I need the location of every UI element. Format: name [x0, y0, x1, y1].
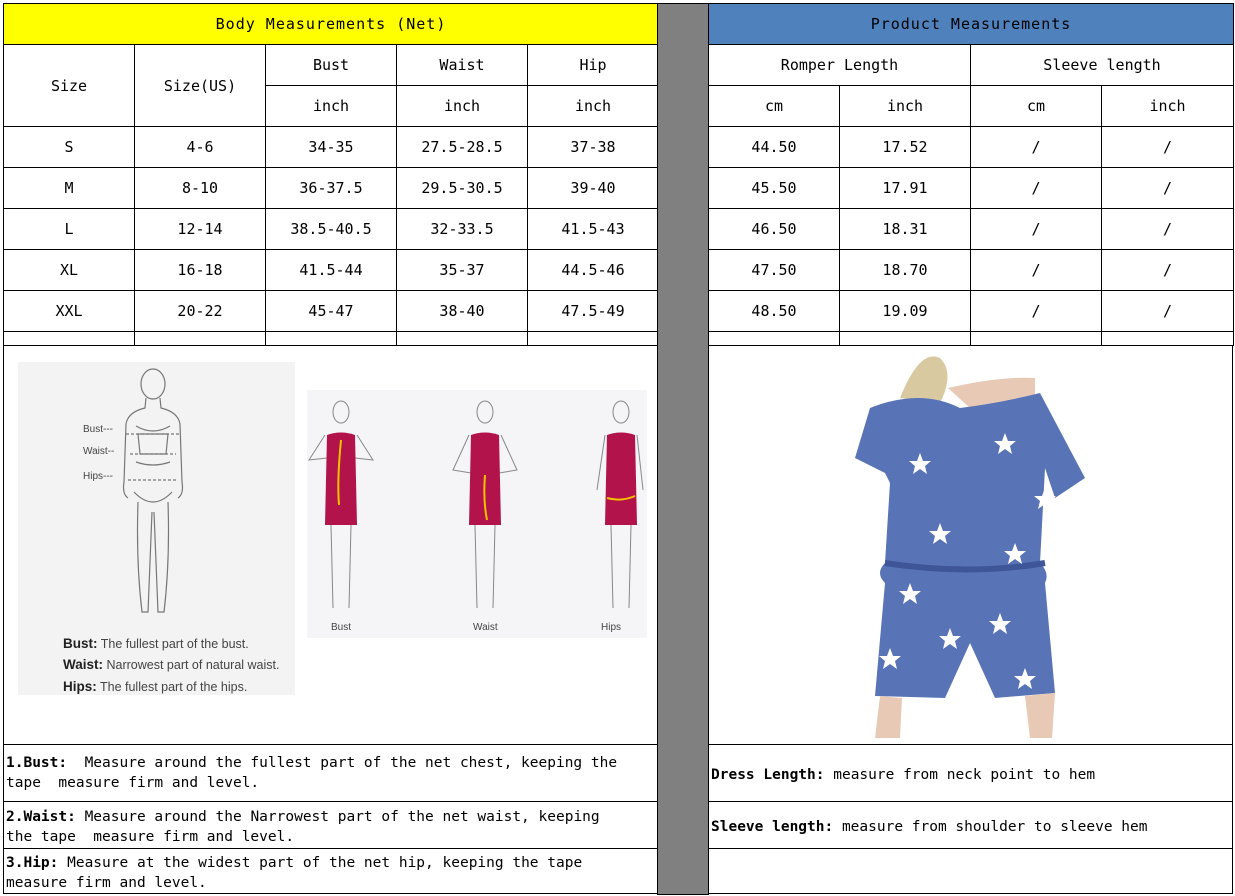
dress-label-hips: Hips	[601, 622, 622, 633]
romper-cm-cell: 48.50	[709, 291, 840, 332]
romper-product-image	[830, 348, 1100, 738]
size-us-cell: 16-18	[135, 250, 266, 291]
figure-label-bust: Bust---	[83, 424, 113, 435]
size-us-cell: 20-22	[135, 291, 266, 332]
waist-cell: 38-40	[397, 291, 528, 332]
col-waist-header: Waist	[397, 45, 528, 86]
romper-photo-icon	[830, 348, 1100, 738]
sleeve-inch-unit: inch	[1102, 86, 1234, 127]
dress-figure-bust	[309, 401, 373, 608]
note-empty	[708, 848, 1233, 894]
table-row	[709, 168, 1234, 209]
size-cell: M	[4, 168, 135, 209]
sleeve-cm-unit: cm	[971, 86, 1102, 127]
table-row	[4, 127, 659, 168]
note-sleeve-length: Sleeve length: measure from shoulder to sleeve hem	[708, 801, 1233, 849]
size-us-cell: 12-14	[135, 209, 266, 250]
bust-unit: inch	[266, 86, 397, 127]
romper-cm-cell: 46.50	[709, 209, 840, 250]
note-waist: 2.Waist: Measure around the Narrowest part of the net waist, keeping the tape measure firm and level.	[3, 801, 658, 849]
column-separator	[657, 3, 709, 895]
romper-cm-cell: 47.50	[709, 250, 840, 291]
waist-cell: 29.5-30.5	[397, 168, 528, 209]
table-row	[709, 250, 1234, 291]
note-dress-length: Dress Length: measure from neck point to hem	[708, 744, 1233, 802]
sleeve-inch-cell: /	[1102, 209, 1234, 250]
waist-unit: inch	[397, 86, 528, 127]
romper-cm-cell: 44.50	[709, 127, 840, 168]
dress-figure-waist	[453, 401, 517, 608]
hip-cell: 41.5-43	[528, 209, 659, 250]
figure-label-hips: Hips---	[83, 471, 113, 482]
col-hip-header: Hip	[528, 45, 659, 86]
size-cell: XXL	[4, 291, 135, 332]
hip-cell: 47.5-49	[528, 291, 659, 332]
table-row	[709, 209, 1234, 250]
body-figure-illustration	[18, 362, 295, 695]
product-measurements-table	[708, 3, 1234, 346]
product-table-title: Product Measurements	[709, 4, 1234, 45]
romper-inch-cell: 17.91	[840, 168, 971, 209]
romper-inch-cell: 19.09	[840, 291, 971, 332]
note-bust: 1.Bust: Measure around the fullest part of the net chest, keeping the tape measure firm and level.	[3, 744, 658, 802]
hip-cell: 39-40	[528, 168, 659, 209]
sleeve-cm-cell: /	[971, 291, 1102, 332]
col-bust-header: Bust	[266, 45, 397, 86]
body-table-title: Body Measurements (Net)	[4, 4, 659, 45]
sleeve-inch-cell: /	[1102, 250, 1234, 291]
note-hip: 3.Hip: Measure at the widest part of the net hip, keeping the tape measure firm and level.	[3, 848, 658, 894]
hip-unit: inch	[528, 86, 659, 127]
waist-cell: 35-37	[397, 250, 528, 291]
body-outline-icon	[18, 362, 295, 632]
bust-cell: 45-47	[266, 291, 397, 332]
legend-waist: Waist: Narrowest part of natural waist.	[63, 657, 280, 672]
col-sleeve-length-header: Sleeve length	[971, 45, 1234, 86]
hip-cell: 44.5-46	[528, 250, 659, 291]
col-romper-length-header: Romper Length	[709, 45, 971, 86]
sleeve-inch-cell: /	[1102, 168, 1234, 209]
figure-label-waist: Waist--	[83, 446, 115, 457]
table-row	[4, 209, 659, 250]
table-row	[709, 127, 1234, 168]
sleeve-inch-cell: /	[1102, 127, 1234, 168]
size-us-cell: 8-10	[135, 168, 266, 209]
romper-inch-cell: 18.31	[840, 209, 971, 250]
bust-cell: 34-35	[266, 127, 397, 168]
body-measurements-table	[3, 3, 659, 346]
dress-figure-hips	[597, 401, 643, 608]
dress-measurement-illustration	[307, 390, 647, 638]
waist-cell: 27.5-28.5	[397, 127, 528, 168]
table-row	[709, 291, 1234, 332]
sleeve-cm-cell: /	[971, 168, 1102, 209]
table-row	[4, 168, 659, 209]
bust-cell: 41.5-44	[266, 250, 397, 291]
bust-cell: 36-37.5	[266, 168, 397, 209]
legend-bust: Bust: The fullest part of the bust.	[63, 636, 249, 651]
waist-cell: 32-33.5	[397, 209, 528, 250]
romper-cm-unit: cm	[709, 86, 840, 127]
bust-cell: 38.5-40.5	[266, 209, 397, 250]
romper-inch-cell: 17.52	[840, 127, 971, 168]
romper-inch-cell: 18.70	[840, 250, 971, 291]
size-cell: XL	[4, 250, 135, 291]
sleeve-cm-cell: /	[971, 250, 1102, 291]
col-size-header: Size	[4, 45, 135, 127]
dress-figures-icon	[307, 390, 647, 620]
sleeve-cm-cell: /	[971, 209, 1102, 250]
col-size-us-header: Size(US)	[135, 45, 266, 127]
empty-row	[4, 332, 659, 346]
hip-cell: 37-38	[528, 127, 659, 168]
size-cell: S	[4, 127, 135, 168]
sleeve-inch-cell: /	[1102, 291, 1234, 332]
romper-inch-unit: inch	[840, 86, 971, 127]
legend-hips: Hips: The fullest part of the hips.	[63, 679, 248, 694]
romper-cm-cell: 45.50	[709, 168, 840, 209]
size-cell: L	[4, 209, 135, 250]
table-row	[4, 291, 659, 332]
size-us-cell: 4-6	[135, 127, 266, 168]
dress-label-bust: Bust	[331, 622, 352, 633]
sleeve-cm-cell: /	[971, 127, 1102, 168]
table-row	[4, 250, 659, 291]
empty-row	[709, 332, 1234, 346]
dress-label-waist: Waist	[473, 622, 498, 633]
